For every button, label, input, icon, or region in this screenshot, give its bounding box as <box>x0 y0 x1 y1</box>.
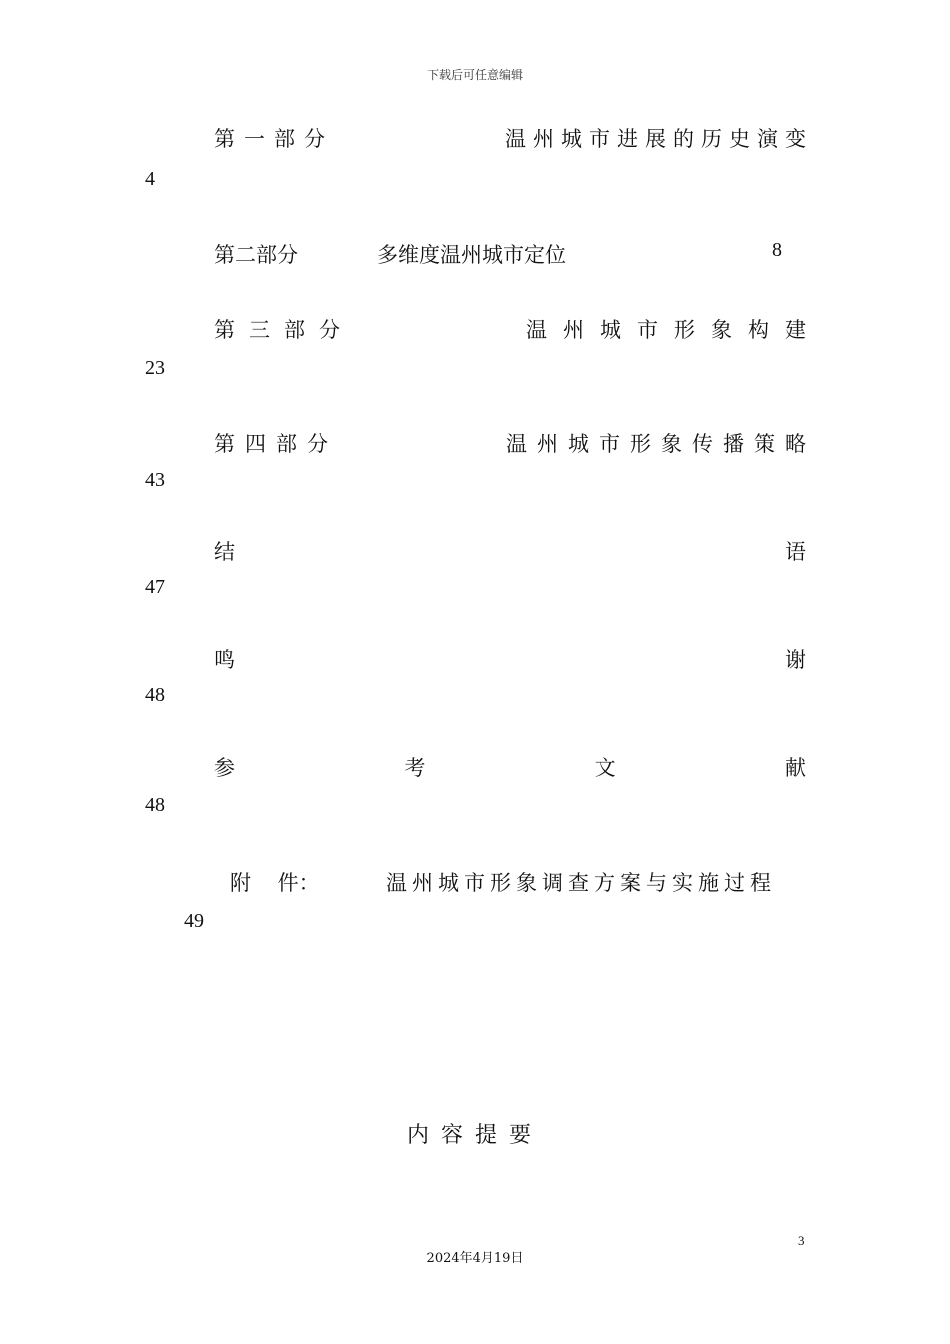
page-header-note: 下载后可任意编辑 <box>426 68 523 82</box>
toc-entry-page: 43 <box>145 469 165 491</box>
toc-entry-6[interactable] <box>214 644 806 674</box>
toc-entry-page: 8 <box>772 239 782 261</box>
toc-entry-title: 温州城市形象调查方案与实施过程 <box>386 871 776 895</box>
toc-entry-page: 48 <box>145 794 165 816</box>
toc-entry-label: 结 语 <box>214 540 806 564</box>
toc-entry-label: 第二部分 <box>214 243 298 267</box>
toc-entry-title: 温州城市形象构建 <box>526 318 822 342</box>
section-title: 内容提要 <box>406 1123 543 1148</box>
toc-entry-label: 第三部分 <box>214 318 354 342</box>
toc-entry-1[interactable] <box>214 123 813 153</box>
toc-entry-page: 48 <box>145 684 165 706</box>
toc-entry-page: 23 <box>145 357 165 379</box>
toc-entry-5[interactable] <box>214 536 806 566</box>
toc-entry-page: 47 <box>145 576 165 598</box>
page-number: 3 <box>798 1233 805 1248</box>
toc-entry-title: 多维度温州城市定位 <box>377 243 566 267</box>
toc-entry-page: 49 <box>184 910 204 932</box>
toc-entry-label: 附 件： <box>230 871 320 895</box>
toc-entry-3[interactable] <box>214 314 822 344</box>
toc-entry-label: 参 考 文 献 <box>214 756 806 780</box>
toc-entry-7[interactable] <box>214 752 806 782</box>
toc-entry-title: 温州城市进展的历史演变 <box>505 127 813 151</box>
toc-entry-4[interactable] <box>214 428 816 458</box>
toc-entry-label: 第四部分 <box>214 432 338 456</box>
toc-entry-label: 鸣 谢 <box>214 648 806 672</box>
toc-entry-label: 第一部分 <box>214 127 334 151</box>
footer-date: 2024年4月19日 <box>426 1251 524 1266</box>
toc-entry-title: 温州城市形象传播策略 <box>506 432 816 456</box>
toc-entry-page: 4 <box>145 168 155 190</box>
